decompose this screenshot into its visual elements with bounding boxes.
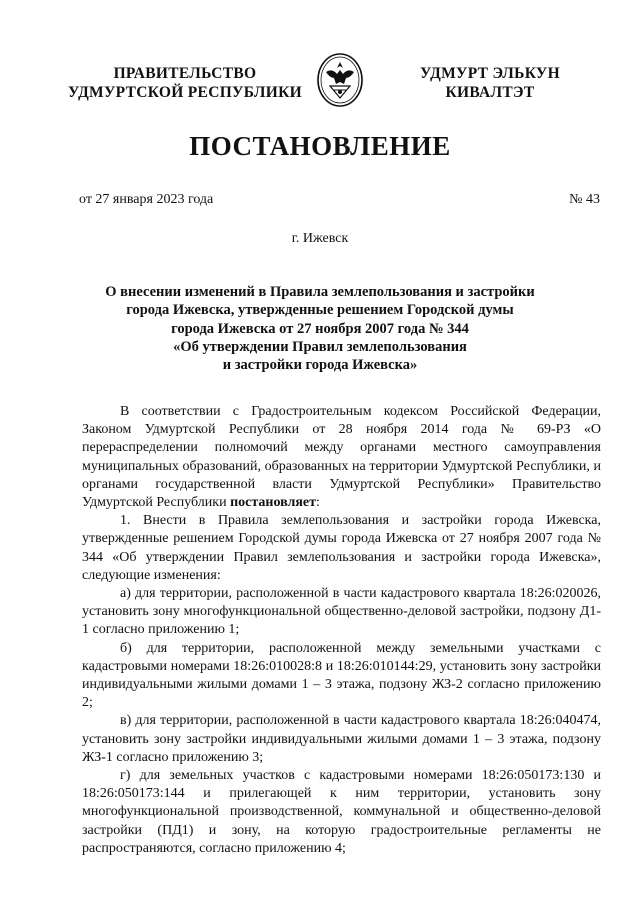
item-g-paragraph: г) для земельных участков с кадастровыми номерами 18:26:050173:130 и 18:26:050173:144 и прилегающей к ним территории, установить зону многофункциональной производственной, коммунальной и общественно-деловой застройки (ПД1) и зону, на которую градостроительные регламенты не распространяются, согласно приложению 4;	[82, 768, 601, 856]
title-line: и застройки города Ижевска»	[222, 357, 418, 374]
title-line: О внесении изменений в Правила землепользования и застройки	[105, 284, 535, 300]
coat-of-arms-icon	[316, 52, 364, 108]
org-line: УДМУРТ ЭЛЬКУН	[420, 65, 560, 82]
document-title	[80, 283, 560, 374]
document-body	[82, 403, 601, 858]
org-line: КИВАЛТЭТ	[445, 84, 535, 101]
title-line: города Ижевска от 27 ноября 2007 года № 344	[171, 320, 469, 337]
preamble-text: В соответствии с Градостроительным кодексом Российской Федерации, Законом Удмуртской Республики от 28 ноября 2014 года № 69-РЗ «О перераспределении полномочий между органами местного самоуправления муниципальных образований, образованных на территории Удмуртской Республики, и органами государственной власти Удмуртской Республики» Правительство Удмуртской Республики	[82, 404, 601, 511]
title-line: «Об утверждении Правил землепользования	[173, 338, 467, 355]
org-line: УДМУРТСКОЙ РЕСПУБЛИКИ	[67, 84, 302, 101]
item-v-paragraph: в) для территории, расположенной в части кадастрового квартала 18:26:040474, установить зону застройки индивидуальными жилыми домами 1 – 3 этажа, подзону ЖЗ-1 согласно приложению 3;	[82, 713, 601, 765]
item-1-paragraph: 1. Внести в Правила землепользования и застройки города Ижевска, утвержденные решением Городской думы города Ижевска от 27 ноября 2007 года № 344 «Об утверждении Правил землепользования и застройки города Ижевска», следующие изменения:	[82, 513, 601, 583]
preamble-colon: :	[316, 495, 320, 511]
government-name-russian	[60, 64, 310, 102]
preamble-paragraph	[82, 403, 601, 512]
title-line: города Ижевска, утвержденные решением Городской думы	[126, 302, 514, 319]
document-type: ПОСТАНОВЛЕНИЕ	[189, 131, 451, 161]
item-a-paragraph: а) для территории, расположенной в части кадастрового квартала 18:26:020026, установить зону многофункциональной общественно-деловой застройки, подзону Д1-1 согласно приложению 1;	[82, 586, 601, 638]
document-number: № 43	[569, 192, 600, 207]
item-b-paragraph: б) для территории, расположенной между земельными участками с кадастровыми номерами 18:26:010028:8 и 18:26:010144:29, установить зону застройки индивидуальными жилыми домами 1 – 3 этажа, подзону ЖЗ-2 согласно приложению 2;	[82, 640, 601, 711]
document-city: г. Ижевск	[291, 231, 349, 246]
org-line: ПРАВИТЕЛЬСТВО	[113, 65, 257, 82]
resolves-keyword: постановляет	[230, 495, 317, 511]
document-date: от 27 января 2023 года	[79, 192, 214, 207]
government-name-udmurt	[390, 64, 590, 102]
